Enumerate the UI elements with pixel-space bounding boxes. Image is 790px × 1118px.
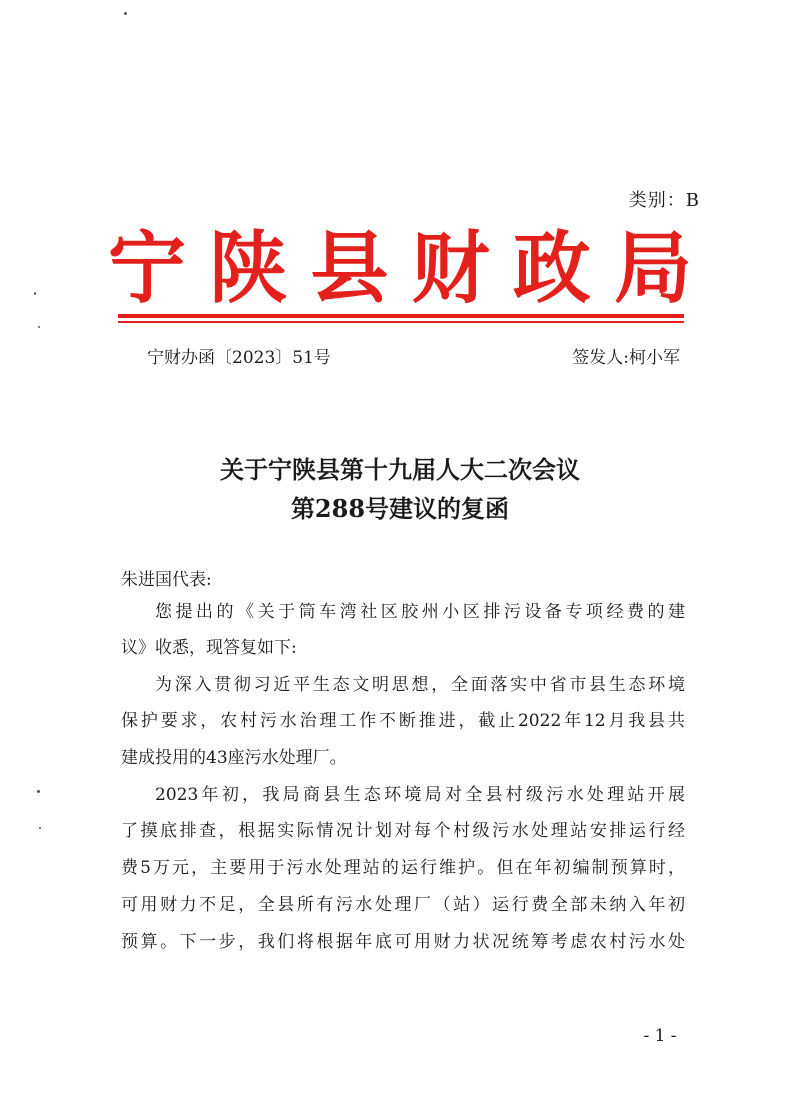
scan-speck	[39, 827, 41, 829]
agency-title-char: 局	[613, 223, 692, 314]
agency-title-char: 财	[411, 223, 490, 314]
body-line: 了摸底排查，根据实际情况计划对每个村级污水处理站安排运行经	[121, 821, 685, 841]
body-line: 保护要求，农村污水治理工作不断推进，截止2022年12月我县共	[121, 711, 685, 731]
document-heading-line: 关于宁陕县第十九届人大二次会议	[220, 455, 580, 484]
agency-title-char: 宁	[108, 223, 187, 314]
category-label: 类别：B	[628, 190, 700, 211]
body-line: 建成投用的43座污水处理厂。	[121, 748, 347, 768]
body-line: 预算。下一步，我们将根据年底可用财力状况统筹考虑农村污水处	[121, 932, 685, 952]
scan-speck	[38, 326, 40, 328]
signer: 签发人:柯小军	[572, 348, 680, 368]
body-line: 您提出的《关于筒车湾社区胶州小区排污设备专项经费的建	[155, 602, 685, 622]
body-line: 可用财力不足，全县所有污水处理厂（站）运行费全部未纳入年初	[121, 895, 685, 915]
body-line: 议》收悉，现答复如下:	[121, 638, 297, 658]
scan-speck	[37, 790, 40, 793]
body-line: 为深入贯彻习近平生态文明思想，全面落实中省市县生态环境	[155, 675, 685, 695]
agency-title-char: 政	[512, 223, 591, 314]
agency-title-char: 陕	[209, 223, 288, 314]
agency-title-char: 县	[310, 223, 389, 314]
agency-title	[108, 224, 692, 314]
salutation: 朱进国代表:	[121, 570, 212, 590]
red-rule-thick	[118, 314, 684, 318]
document-number: 宁财办函〔2023〕51号	[147, 348, 331, 368]
scan-speck	[124, 12, 127, 15]
document-heading-line: 第288号建议的复函	[290, 494, 510, 523]
body-line: 费5万元，主要用于污水处理站的运行维护。但在年初编制预算时，	[121, 858, 685, 878]
page-number: - 1 -	[643, 1026, 677, 1046]
body-line: 2023年初，我局商县生态环境局对全县村级污水处理站开展	[155, 785, 685, 805]
red-rule-thin	[118, 321, 684, 323]
scan-speck	[34, 292, 36, 295]
